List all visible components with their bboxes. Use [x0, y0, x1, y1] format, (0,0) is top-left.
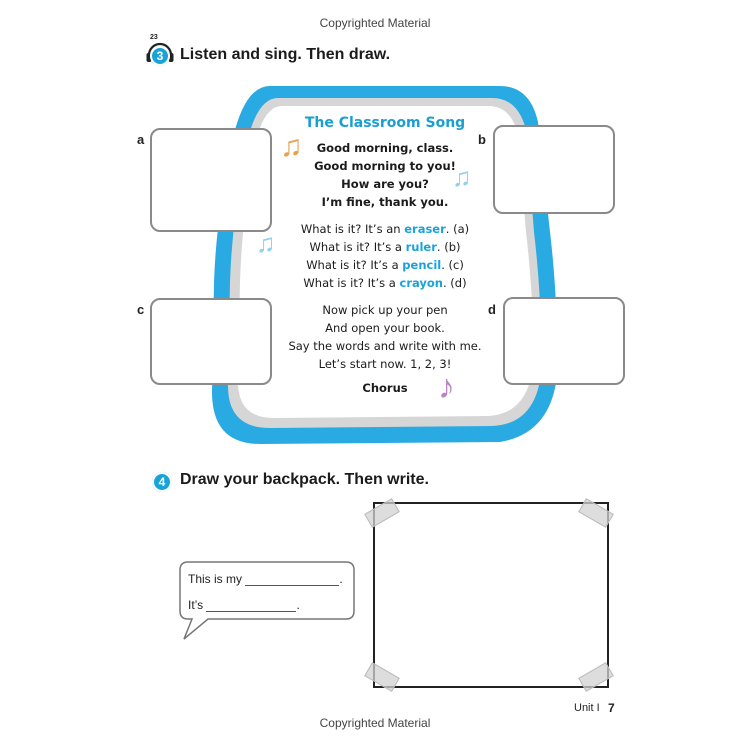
bubble-line-2: It’s .: [188, 598, 300, 612]
answer-blank-1[interactable]: [245, 585, 339, 586]
verse3-line: Say the words and write with me.: [288, 339, 482, 353]
verse2-line: What is it? It’s a ruler. (b): [309, 240, 461, 254]
backpack-drawing-box[interactable]: [373, 502, 609, 688]
unit-label: Unit I: [574, 702, 600, 714]
song-title: The Classroom Song: [304, 115, 466, 131]
copyright-top: Copyrighted Material: [319, 16, 431, 30]
drawing-box-b[interactable]: [493, 125, 615, 214]
drawing-box-a[interactable]: [150, 128, 272, 232]
verse3-line: Let’s start now. 1, 2, 3!: [318, 357, 452, 371]
box-label-b: b: [478, 132, 486, 147]
exercise-3-number: 3: [150, 46, 170, 66]
verse3-line: Now pick up your pen: [322, 303, 448, 317]
music-note-blue-icon: ♫: [452, 162, 472, 192]
verse1-line: Good morning to you!: [314, 159, 456, 173]
drawing-box-d[interactable]: [503, 297, 625, 385]
song-lyrics: [280, 115, 490, 397]
verse1-line: Good morning, class.: [316, 141, 454, 155]
exercise-4-number: 4: [152, 472, 172, 492]
track-number: 23: [150, 34, 158, 41]
music-note-purple-icon: ♪: [438, 368, 455, 406]
answer-blank-2[interactable]: [206, 611, 296, 612]
verse2-line: What is it? It’s a crayon. (d): [303, 276, 467, 290]
verse2-line: What is it? It’s an eraser. (a): [300, 222, 470, 236]
page-number: 7: [608, 701, 615, 715]
music-note-orange-icon: ♫: [280, 130, 303, 163]
verse1-line: I’m fine, thank you.: [321, 195, 449, 209]
copyright-bottom: Copyrighted Material: [319, 716, 431, 730]
verse2-line: What is it? It’s a pencil. (c): [306, 258, 464, 272]
box-label-a: a: [137, 132, 145, 147]
box-label-c: c: [137, 302, 145, 317]
bubble-line-1: This is my .: [188, 572, 343, 586]
drawing-box-c[interactable]: [150, 298, 272, 385]
verse1-line: How are you?: [341, 177, 429, 191]
exercise-3-instruction: Listen and sing. Then draw.: [180, 46, 391, 63]
chorus-label: Chorus: [362, 381, 408, 395]
exercise-4-instruction: Draw your backpack. Then write.: [180, 471, 429, 488]
verse3-line: And open your book.: [325, 321, 445, 335]
music-note-light-blue-icon: ♫: [256, 228, 276, 258]
box-label-d: d: [488, 302, 496, 317]
